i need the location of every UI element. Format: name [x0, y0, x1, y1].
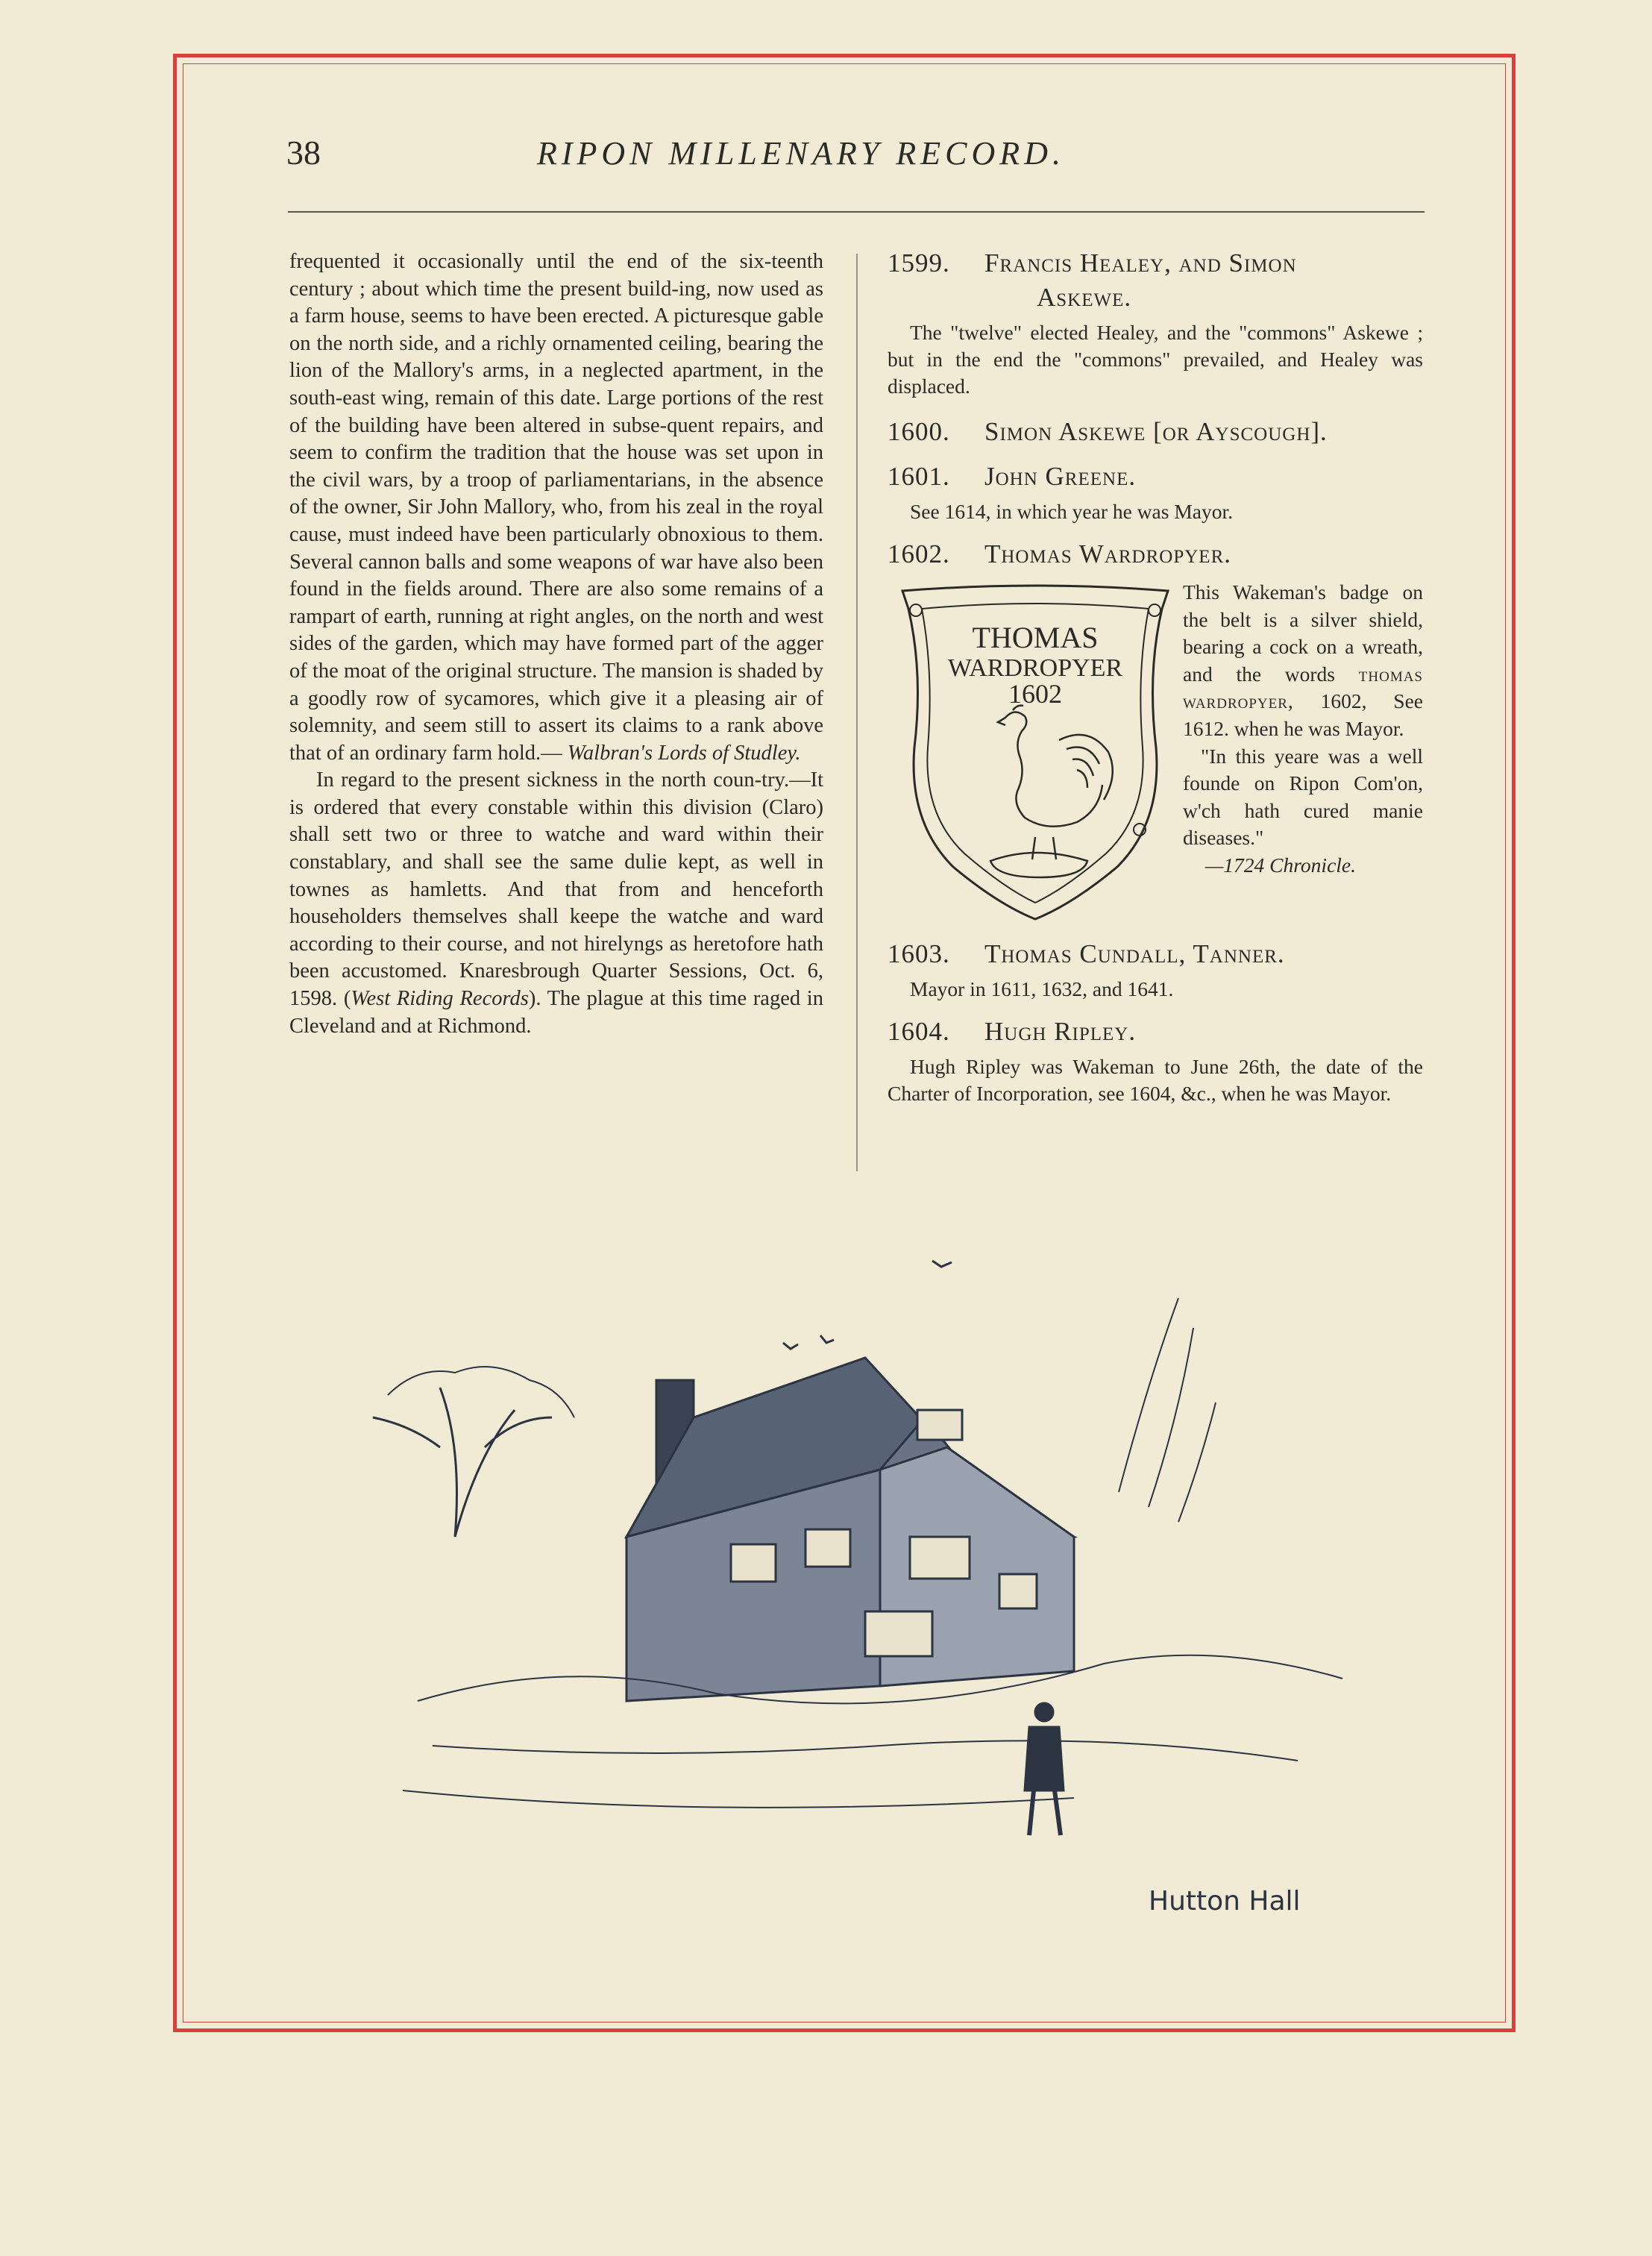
- badge-text-part: 1602, See 1612. when he was Mayor.: [1183, 689, 1423, 740]
- running-title: RIPON MILLENARY RECORD.: [537, 135, 1065, 172]
- entry-1604: [888, 1015, 1423, 1107]
- entry-1600: [888, 415, 1423, 449]
- badge-block: [888, 579, 1423, 930]
- left-column: [289, 248, 823, 1040]
- entry-heading: [888, 937, 1423, 971]
- chronicle-quote: "In this yeare was a well founde on Ripon Com'on, w'ch hath cured manie diseases.": [1183, 744, 1423, 850]
- bird-icon: [820, 1335, 834, 1343]
- illustration-caption: Hutton Hall: [1149, 1886, 1301, 1917]
- badge-line-3: 1602: [1008, 679, 1062, 709]
- window: [805, 1529, 850, 1567]
- window: [731, 1544, 776, 1582]
- walking-man-icon: [1025, 1703, 1064, 1835]
- entry-body: Hugh Ripley was Wakeman to June 26th, the date of the Charter of Incorporation, see 1604, &c., when he was Mayor.: [888, 1055, 1423, 1105]
- entry-name: John Greene.: [984, 462, 1137, 491]
- citation: West Riding Records: [351, 987, 529, 1011]
- entry-name: Thomas Wardropyer.: [984, 539, 1231, 568]
- window: [910, 1537, 970, 1579]
- citation: Walbran's Lords of Studley.: [567, 741, 801, 765]
- entry-heading: [888, 537, 1423, 571]
- badge-text-part: This Wakeman's badge on the belt is a silver shield, bearing a cock on a wreath, and the words: [1183, 580, 1423, 686]
- window: [999, 1574, 1037, 1608]
- entry-heading: [888, 460, 1423, 494]
- bird-icon: [932, 1261, 952, 1267]
- column-divider: [856, 254, 858, 1171]
- header-rule: [288, 211, 1425, 213]
- tree-icon: [373, 1367, 574, 1537]
- badge-line-1: THOMAS: [972, 621, 1099, 654]
- paragraph-hutton-hall: [289, 248, 823, 767]
- badge-description: [1183, 579, 1423, 880]
- entry-name: Hugh Ripley.: [984, 1017, 1137, 1046]
- paragraph-text: In regard to the present sickness in the north coun-try.—It is ordered that every constable within this division (Claro) shall sett two or three to watche and ward within their constablary, and shall see the same dulie kept, as well in townes as hamletts. And that from and henceforth householders themselves shall keepe the watche and ward according to their course, and not hirelyngs as heretofore hath been accustomed. Knaresbrough Quarter Sessions, Oct. 6, 1598. (: [289, 768, 823, 1011]
- badge-text-smallcaps: thomas wardropyer,: [1183, 662, 1423, 713]
- entry-body: See 1614, in which year he was Mayor.: [910, 500, 1234, 523]
- entry-heading: [888, 246, 1423, 315]
- entry-heading: [888, 415, 1423, 449]
- entry-year: 1601.: [888, 462, 950, 491]
- hutton-hall-illustration: [343, 1223, 1387, 1970]
- paragraph-text: frequented it occasionally until the end of the six-teenth century ; about which time the present build-ing, now used as a farm house, seems to have been erected. A picturesque gable on the north side, and a richly ornamented ceiling, bearing the lion of the Mallory's arms, in a neglected apartment, in the south-east wing, remain of this date. Large portions of the rest of the building have been altered in subse-quent repairs, and seem to confirm the tradition that the house was set upon in the civil wars, by a troop of parliamentarians, in the absence of the owner, Sir John Mallory, who, from his zeal in the royal cause, must indeed have been particularly obnoxious to them. Several cannon balls and some weapons of war have also been found in the fields around. There are also some remains of a rampart of earth, running at right angles, on the north and west sides of the garden, which may have formed part of the agger of the moat of the original structure. The mansion is shaded by a goodly row of sycamores, which give it a pleasing air of solemnity, and seem still to assert its claims to a rank above that of an ordinary farm hold.—: [289, 250, 823, 765]
- entry-year: 1604.: [888, 1017, 950, 1046]
- chronicle-source: —1724 Chronicle.: [1205, 853, 1356, 877]
- entry-name: Simon Askewe [or Ayscough].: [984, 417, 1328, 446]
- entry-year: 1599.: [888, 248, 950, 278]
- entry-body: The "twelve" elected Healey, and the "commons" Askewe ; but in the end the "commons" prevailed, and Healey was displaced.: [888, 321, 1423, 398]
- paragraph-sickness: [289, 767, 823, 1040]
- entry-name: Thomas Cundall, Tanner.: [984, 939, 1285, 968]
- entry-name: Francis Healey, and Simon: [984, 248, 1297, 278]
- window: [865, 1611, 932, 1656]
- entry-year: 1602.: [888, 539, 950, 568]
- right-column: [888, 246, 1423, 1107]
- badge-line-2: WARDROPYER: [947, 654, 1123, 682]
- entry-1599: [888, 246, 1423, 400]
- badge-description-text: [1183, 579, 1423, 743]
- wakeman-badge-illustration: [893, 583, 1177, 927]
- entry-name-continued: Askewe.: [1037, 283, 1132, 312]
- entry-heading: [888, 1015, 1423, 1049]
- entry-body: Mayor in 1611, 1632, and 1641.: [910, 977, 1174, 1000]
- entry-year: 1600.: [888, 417, 950, 446]
- paragraph-text: ). The plague at this time raged in Cleveland and at Richmond.: [289, 987, 823, 1038]
- entry-1601: [888, 460, 1423, 525]
- entry-1603: [888, 937, 1423, 1003]
- entry-year: 1603.: [888, 939, 950, 968]
- entry-1602: [888, 537, 1423, 930]
- cock-icon: [990, 706, 1113, 877]
- bird-icon: [783, 1343, 798, 1349]
- dormer-window: [917, 1410, 962, 1440]
- page-number: 38: [286, 134, 321, 172]
